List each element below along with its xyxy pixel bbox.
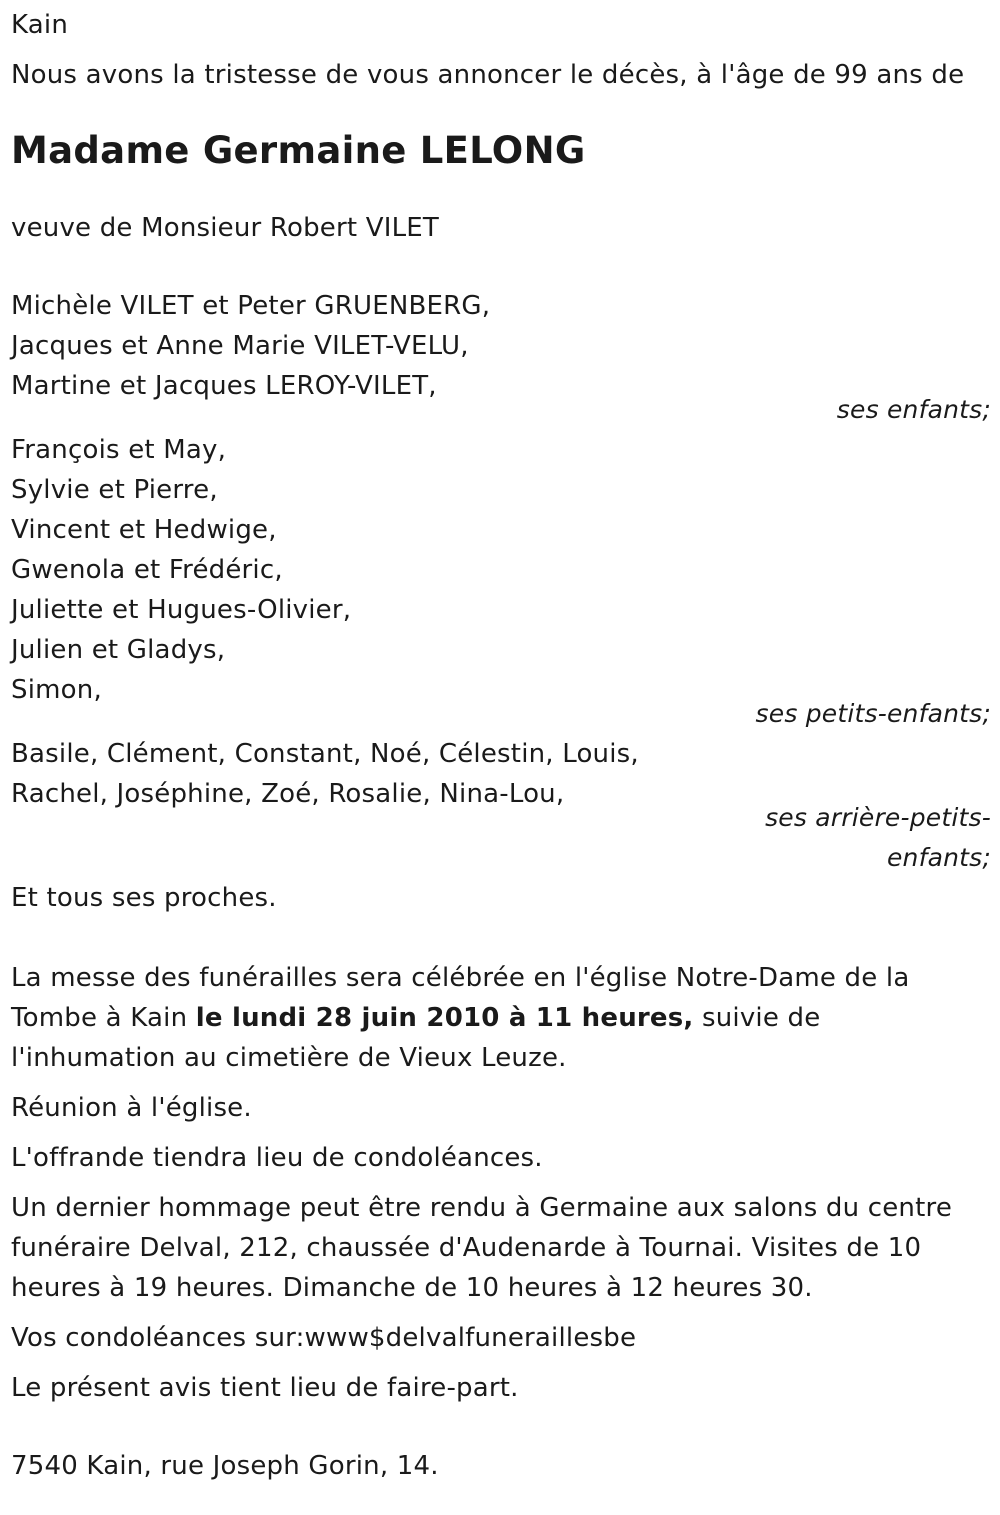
address: 7540 Kain, rue Joseph Gorin, 14. bbox=[11, 1451, 439, 1481]
notice-text: Le présent avis tient lieu de faire-part. bbox=[11, 1373, 519, 1403]
children-section bbox=[11, 286, 991, 430]
grandchild-line: Sylvie et Pierre, bbox=[11, 475, 218, 505]
intro-text: Nous avons la tristesse de vous annoncer le décès, à l'âge de 99 ans de bbox=[11, 60, 965, 90]
grandchild-line: Vincent et Hedwige, bbox=[11, 515, 277, 545]
great-grandchildren-role: ses arrière-petits-enfants; bbox=[765, 803, 991, 872]
great-grandchild-line: Rachel, Joséphine, Zoé, Rosalie, Nina-Lou, bbox=[11, 779, 565, 809]
child-line: Jacques et Anne Marie VILET-VELU, bbox=[11, 331, 469, 361]
obituary-notice bbox=[11, 5, 991, 1486]
widow-of: veuve de Monsieur Robert VILET bbox=[11, 213, 439, 243]
funeral-paragraph bbox=[11, 958, 991, 1078]
great-grandchild-line: Basile, Clément, Constant, Noé, Célestin, Louis, bbox=[11, 739, 639, 769]
meeting-info: Réunion à l'église. bbox=[11, 1093, 252, 1123]
child-line: Martine et Jacques LEROY-VILET, bbox=[11, 371, 437, 401]
funeral-text-before: La messe des funérailles sera célébrée en l'église Notre-Dame de la Tombe à Kain bbox=[11, 963, 910, 1033]
funeral-date: le lundi 28 juin 2010 à 11 heures, bbox=[195, 1003, 694, 1033]
grandchild-line: Gwenola et Frédéric, bbox=[11, 555, 283, 585]
condolences-link[interactable]: Vos condoléances sur:www$delvalfuneraillesbe bbox=[11, 1323, 637, 1353]
grandchild-line: Simon, bbox=[11, 675, 102, 705]
children-role: ses enfants; bbox=[836, 395, 991, 424]
funeral-text-after: suivie de l'inhumation au cimetière de Vieux Leuze. bbox=[11, 1003, 821, 1073]
deceased-name: Madame Germaine LELONG bbox=[11, 129, 586, 172]
relatives: Et tous ses proches. bbox=[11, 883, 277, 913]
grandchildren-role: ses petits-enfants; bbox=[755, 699, 991, 728]
grandchild-line: François et May, bbox=[11, 435, 227, 465]
place: Kain bbox=[11, 10, 69, 40]
great-grandchildren-section bbox=[11, 734, 991, 878]
grandchild-line: Julien et Gladys, bbox=[11, 635, 226, 665]
offering-info: L'offrande tiendra lieu de condoléances. bbox=[11, 1143, 543, 1173]
child-line: Michèle VILET et Peter GRUENBERG, bbox=[11, 291, 491, 321]
grandchild-line: Juliette et Hugues-Olivier, bbox=[11, 595, 352, 625]
grandchildren-section bbox=[11, 430, 991, 734]
homage-paragraph: Un dernier hommage peut être rendu à Germaine aux salons du centre funéraire Delval, 212, chaussée d'Audenarde à Tournai. Visites de 10 heures à 19 heures. Dimanche de 10 heures à 12 heures 30. bbox=[11, 1193, 953, 1303]
